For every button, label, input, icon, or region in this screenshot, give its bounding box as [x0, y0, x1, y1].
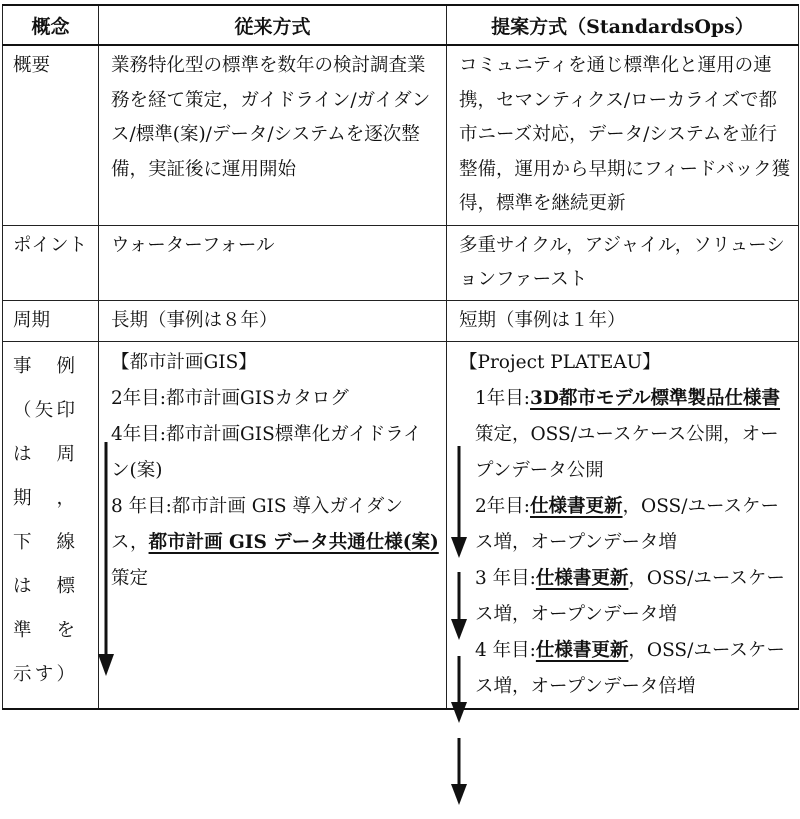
proposed-item	[475, 489, 792, 561]
example-proposed-title: 【Project PLATEAU】	[459, 351, 661, 373]
standard-underlined: 仕様書更新	[535, 567, 629, 589]
example-label-line: は 周	[13, 443, 75, 465]
label-cycle: 周期	[3, 300, 99, 341]
proposed-item	[475, 561, 792, 633]
item-text: 策定	[111, 567, 149, 589]
row-cycle	[3, 300, 799, 341]
example-traditional	[99, 341, 447, 709]
point-traditional: ウォーターフォール	[99, 225, 447, 300]
item-text: ，OSS/ユースケース増，オープンデータ増	[475, 495, 780, 553]
standard-underlined: 3D都市モデル標準製品仕様書	[530, 387, 781, 409]
item-text: 8 年目:都市計画 GIS 導入ガイダンス，	[111, 495, 404, 553]
row-overview	[3, 45, 799, 225]
proposed-cycle-arrow-icon	[451, 738, 467, 805]
traditional-item	[111, 489, 440, 597]
item-text: 2年目:	[475, 495, 531, 517]
overview-proposed	[447, 45, 799, 225]
label-point: ポイント	[3, 225, 99, 300]
point-proposed: 多重サイクル，アジャイル，ソリューションファースト	[447, 225, 799, 300]
item-text: 3 年目:	[475, 567, 536, 589]
example-label-line: は 標	[13, 575, 75, 597]
label-example	[3, 341, 99, 709]
example-label-line: 下 線	[13, 531, 75, 553]
traditional-item	[111, 381, 440, 417]
standard-underlined: 仕様書更新	[535, 639, 629, 661]
standard-underlined: 仕様書更新	[530, 495, 623, 517]
overview-traditional	[99, 45, 447, 225]
proposed-item	[475, 633, 792, 705]
header-row	[3, 5, 799, 45]
item-text: ，OSS/ユースケース増，オープンデータ倍増	[475, 639, 785, 697]
proposed-item	[475, 381, 792, 489]
traditional-item	[111, 417, 440, 489]
row-example	[3, 341, 799, 709]
header-traditional: 従来方式	[99, 5, 447, 45]
label-overview: 概要	[3, 45, 99, 225]
example-label-line: （矢印	[13, 399, 75, 421]
row-point	[3, 225, 799, 300]
overview-traditional-text: 業務特化型の標準を数年の検討調査業務を経て策定，ガイドライン/ガイダンス/標準(案)/データ/システムを逐次整備，実証後に運用開始	[111, 55, 431, 180]
header-concept: 概念	[3, 5, 99, 45]
cycle-proposed: 短期（事例は１年）	[447, 300, 799, 341]
example-proposed	[447, 341, 799, 709]
standard-underlined: 都市計画 GIS データ共通仕様(案)	[148, 531, 439, 553]
example-label-line: 期 ，	[13, 487, 75, 509]
item-text: 1年目:	[475, 387, 531, 409]
comparison-table	[2, 4, 799, 710]
item-text: 4年目:都市計画GIS標準化ガイドライン(案)	[111, 423, 422, 481]
item-text: 4 年目:	[475, 639, 536, 661]
example-label-line: 事例	[13, 355, 75, 377]
overview-proposed-text: コミュニティを通じ標準化と運用の連携，セマンティクス/ローカライズで都市ニーズ対応，データ/システムを並行整備，運用から早期にフィードバック獲得，標準を継続更新	[459, 55, 791, 214]
item-text: 2年目:都市計画GISカタログ	[111, 387, 349, 409]
proposed-timeline	[459, 381, 792, 705]
cycle-traditional: 長期（事例は８年）	[99, 300, 447, 341]
traditional-timeline	[111, 381, 440, 597]
item-text: ，OSS/ユースケース増，オープンデータ増	[475, 567, 785, 625]
header-proposed: 提案方式（StandardsOps）	[447, 5, 799, 45]
item-text: 策定，OSS/ユースケース公開，オープンデータ公開	[475, 423, 779, 481]
example-label-line: 準 を	[13, 619, 75, 641]
example-traditional-title: 【都市計画GIS】	[111, 351, 257, 373]
example-label-line: 示す）	[13, 663, 75, 685]
